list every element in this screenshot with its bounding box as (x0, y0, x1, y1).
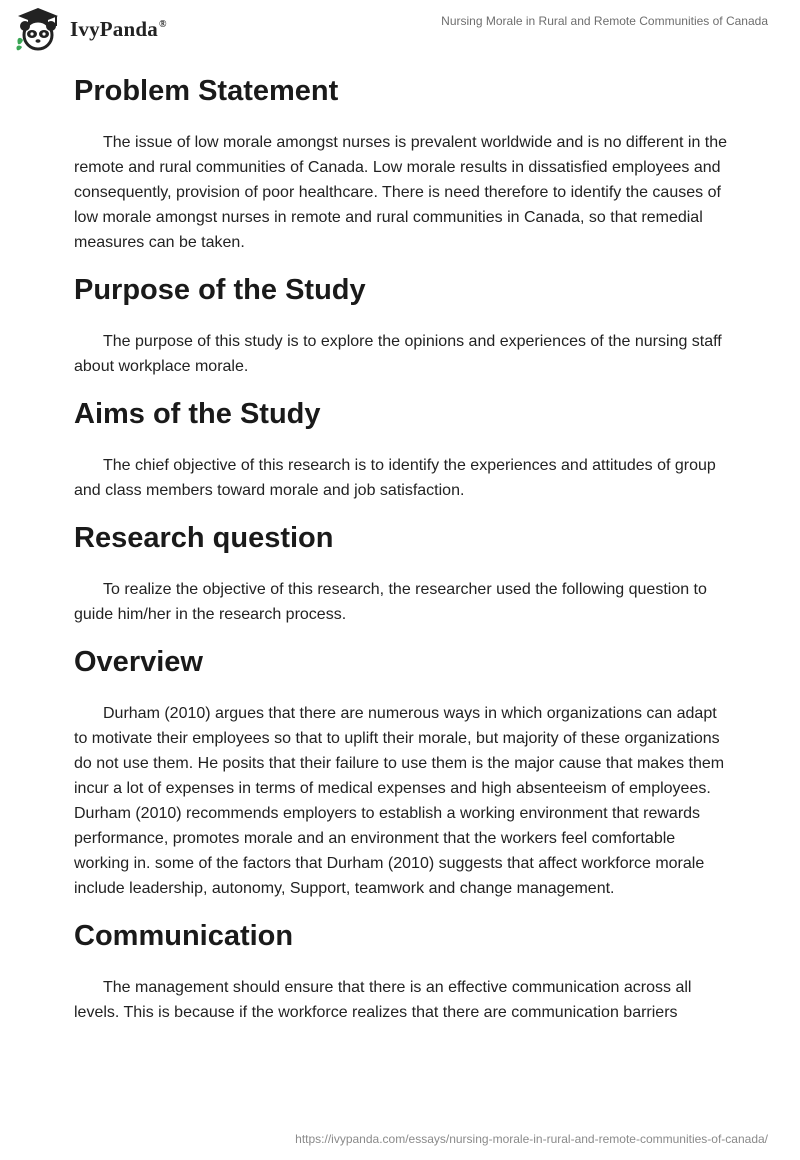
section-purpose-of-study (74, 269, 734, 379)
section-communication (74, 915, 734, 1025)
section-heading: Overview (74, 646, 203, 678)
section-heading: Aims of the Study (74, 398, 321, 430)
section-heading: Purpose of the Study (74, 274, 366, 306)
section-paragraph: To realize the objective of this research, the researcher used the following question to guide him/her in the research process. (74, 581, 707, 623)
section-paragraph: The management should ensure that there is an effective communication across all levels. This is because if the workforce realizes that there are communication barriers (74, 979, 692, 1021)
essay-body (74, 70, 734, 1039)
section-paragraph: The chief objective of this research is to identify the experiences and attitudes of group and class members toward morale and job satisfaction. (74, 457, 716, 499)
section-heading: Communication (74, 920, 294, 952)
brand-name: IvyPanda® (70, 16, 167, 41)
section-heading: Problem Statement (74, 75, 339, 107)
registered-mark: ® (158, 18, 167, 30)
section-paragraph: The issue of low morale amongst nurses is prevalent worldwide and is no different in the remote and rural communities of Canada. Low morale results in dissatisfied employees and consequently, provision of poor healthcare. There is need therefore to identify the causes of low morale amongst nurses in remote and rural communities in Canada, so that remedial measures can be taken. (74, 134, 728, 251)
document-title: Nursing Morale in Rural and Remote Communities of Canada (441, 14, 768, 28)
section-aims-of-study (74, 393, 734, 503)
panda-graduate-icon (14, 6, 62, 52)
section-overview (74, 641, 734, 901)
section-paragraph: Durham (2010) argues that there are numerous ways in which organizations can adapt to motivate their employees so that to uplift their morale, but majority of these organizations do not use them. He posits that their failure to use them is the major cause that makes them incur a lot of expenses in terms of medical expenses and high absenteeism of employees. Durham (2010) recommends employers to establish a working environment that rewards performance, promotes morale and an environment that the workers feel comfortable working in. some of the factors that Durham (2010) suggests that affect workforce morale include leadership, autonomy, Support, teamwork and change management. (74, 705, 725, 897)
section-paragraph: The purpose of this study is to explore the opinions and experiences of the nursing staff about workplace morale. (74, 333, 722, 375)
source-url[interactable]: https://ivypanda.com/essays/nursing-morale-in-rural-and-remote-communities-of-canada/ (295, 1132, 768, 1146)
section-problem-statement (74, 70, 734, 255)
section-heading: Research question (74, 522, 334, 554)
ivypanda-logo[interactable] (14, 6, 167, 52)
section-research-question (74, 517, 734, 627)
page-header (0, 0, 800, 60)
